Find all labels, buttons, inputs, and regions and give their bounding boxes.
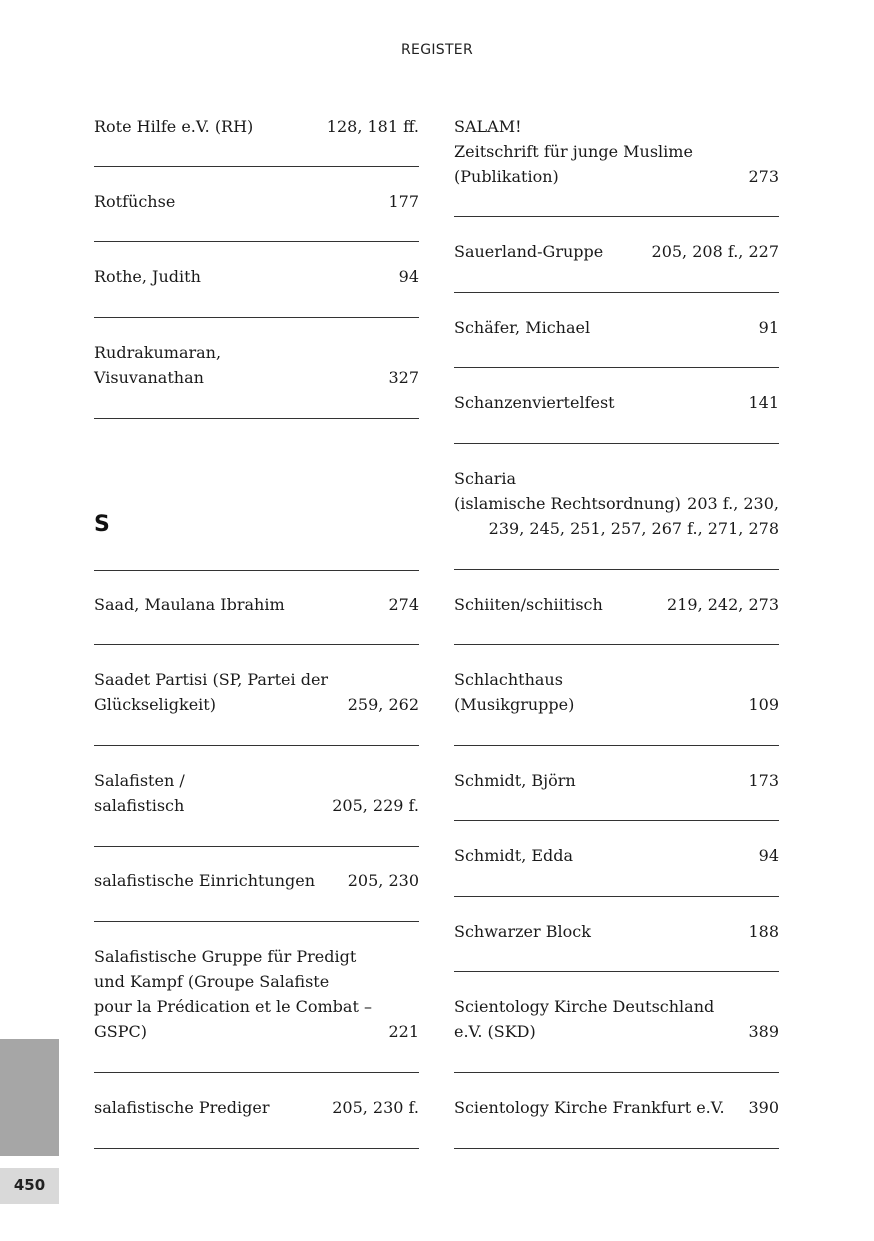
- entry-name-line: Scharia: [454, 469, 517, 488]
- divider: [94, 418, 419, 419]
- divider: [454, 292, 779, 293]
- index-entry: [454, 315, 779, 340]
- entry-name-line: GSPC): [94, 1022, 147, 1041]
- entry-name-line: Saadet Partisi (SP, Partei der: [94, 670, 329, 689]
- divider: [94, 745, 419, 746]
- divider: [94, 1072, 419, 1073]
- divider: [94, 166, 419, 167]
- entry-name-line: (Musikgruppe): [454, 695, 575, 714]
- entry-name-line: Salafisten /: [94, 771, 185, 790]
- entry-name-line: pour la Prédication et le Combat –: [94, 997, 372, 1016]
- entry-pages: 274: [388, 595, 419, 614]
- divider: [94, 317, 419, 318]
- entry-name-line: salafistisch: [94, 796, 185, 815]
- entry-pages: 94: [398, 267, 419, 286]
- index-entry: [454, 919, 779, 944]
- entry-line: [454, 491, 779, 516]
- entry-name: Schanzenviertelfest: [454, 393, 615, 412]
- section-letter: S: [94, 512, 110, 537]
- entry-name: Rote Hilfe e.V. (RH): [94, 117, 254, 136]
- index-entry: [94, 1095, 419, 1120]
- index-entry: [94, 768, 419, 818]
- index-entry: [94, 592, 419, 617]
- entry-name: Rothe, Judith: [94, 267, 201, 286]
- entry-pages: 109: [748, 695, 779, 714]
- divider: [94, 921, 419, 922]
- entry-name: salafistische Einrichtungen: [94, 871, 316, 890]
- entry-pages: 203 f., 230,: [687, 494, 779, 513]
- entry-pages: 94: [758, 846, 779, 865]
- entry-name-line: SALAM!: [454, 117, 522, 136]
- index-entry: [94, 340, 419, 390]
- entry-name: Schmidt, Björn: [454, 771, 576, 790]
- thumb-tab: [0, 1039, 59, 1156]
- divider: [454, 745, 779, 746]
- divider: [94, 570, 419, 571]
- divider: [454, 820, 779, 821]
- index-entry: [94, 114, 419, 139]
- index-entry: [94, 264, 419, 289]
- index-entry: [454, 239, 779, 264]
- index-entry: [454, 390, 779, 415]
- entry-pages: 205, 230 f.: [332, 1098, 419, 1117]
- divider: [454, 367, 779, 368]
- entry-pages: 173: [748, 771, 779, 790]
- entry-pages: 327: [388, 368, 419, 387]
- divider: [94, 846, 419, 847]
- index-entry: [454, 768, 779, 793]
- entry-name: Rotfüchse: [94, 192, 176, 211]
- running-header: REGISTER: [401, 42, 473, 58]
- entry-name: Sauerland-Gruppe: [454, 242, 604, 261]
- index-entry: [454, 592, 779, 617]
- divider: [454, 216, 779, 217]
- index-entry: [94, 944, 419, 1044]
- entry-name-line: Rudrakumaran,: [94, 343, 222, 362]
- entry-pages: 221: [388, 1022, 419, 1041]
- divider: [94, 1148, 419, 1149]
- divider: [454, 1072, 779, 1073]
- divider: [454, 569, 779, 570]
- entry-pages: 390: [748, 1098, 779, 1117]
- index-entry: [94, 667, 419, 717]
- entry-pages: 177: [388, 192, 419, 211]
- entry-name-line: e.V. (SKD): [454, 1022, 536, 1041]
- entry-name-line: Visuvanathan: [94, 368, 204, 387]
- entry-pages: 141: [748, 393, 779, 412]
- entry-name-line: Glückseligkeit): [94, 695, 216, 714]
- entry-name: Schäfer, Michael: [454, 318, 591, 337]
- entry-name: Schiiten/schiitisch: [454, 595, 603, 614]
- index-entry: [454, 843, 779, 868]
- entry-name-line: (Publikation): [454, 167, 559, 186]
- divider: [454, 644, 779, 645]
- divider: [454, 443, 779, 444]
- entry-pages-continued: 239, 245, 251, 257, 267 f., 271, 278: [488, 519, 779, 538]
- entry-name-line: Scientology Kirche Deutschland: [454, 997, 715, 1016]
- entry-name-line: Salafistische Gruppe für Predigt: [94, 947, 357, 966]
- index-entry: [94, 868, 419, 893]
- entry-name: Saad, Maulana Ibrahim: [94, 595, 285, 614]
- divider: [94, 644, 419, 645]
- index-entry: [454, 667, 779, 717]
- entry-pages: 128, 181 ff.: [326, 117, 419, 136]
- entry-name-line: und Kampf (Groupe Salafiste: [94, 972, 330, 991]
- entry-name-line: Zeitschrift für junge Muslime: [454, 142, 693, 161]
- index-entry: [454, 994, 779, 1044]
- entry-pages: 205, 229 f.: [332, 796, 419, 815]
- index-entry: [454, 1095, 779, 1120]
- entry-pages: 273: [748, 167, 779, 186]
- divider: [454, 1148, 779, 1149]
- entry-pages: 205, 230: [347, 871, 419, 890]
- entry-pages: 205, 208 f., 227: [651, 242, 779, 261]
- entry-name-line: Schlachthaus: [454, 670, 563, 689]
- page-number: 450: [0, 1168, 59, 1204]
- entry-pages: 389: [748, 1022, 779, 1041]
- divider: [94, 241, 419, 242]
- index-entry: [94, 189, 419, 214]
- entry-pages: 188: [748, 922, 779, 941]
- entry-name: Scientology Kirche Frankfurt e.V.: [454, 1098, 725, 1117]
- entry-name: salafistische Prediger: [94, 1098, 270, 1117]
- entry-pages: 219, 242, 273: [667, 595, 779, 614]
- entry-pages: 91: [758, 318, 779, 337]
- entry-name: Schmidt, Edda: [454, 846, 574, 865]
- entry-name: Schwarzer Block: [454, 922, 591, 941]
- divider: [454, 896, 779, 897]
- index-entry: [454, 466, 779, 541]
- index-entry: [454, 114, 779, 189]
- entry-pages: 259, 262: [347, 695, 419, 714]
- divider: [454, 971, 779, 972]
- entry-name-line: (islamische Rechtsordnung): [454, 494, 681, 513]
